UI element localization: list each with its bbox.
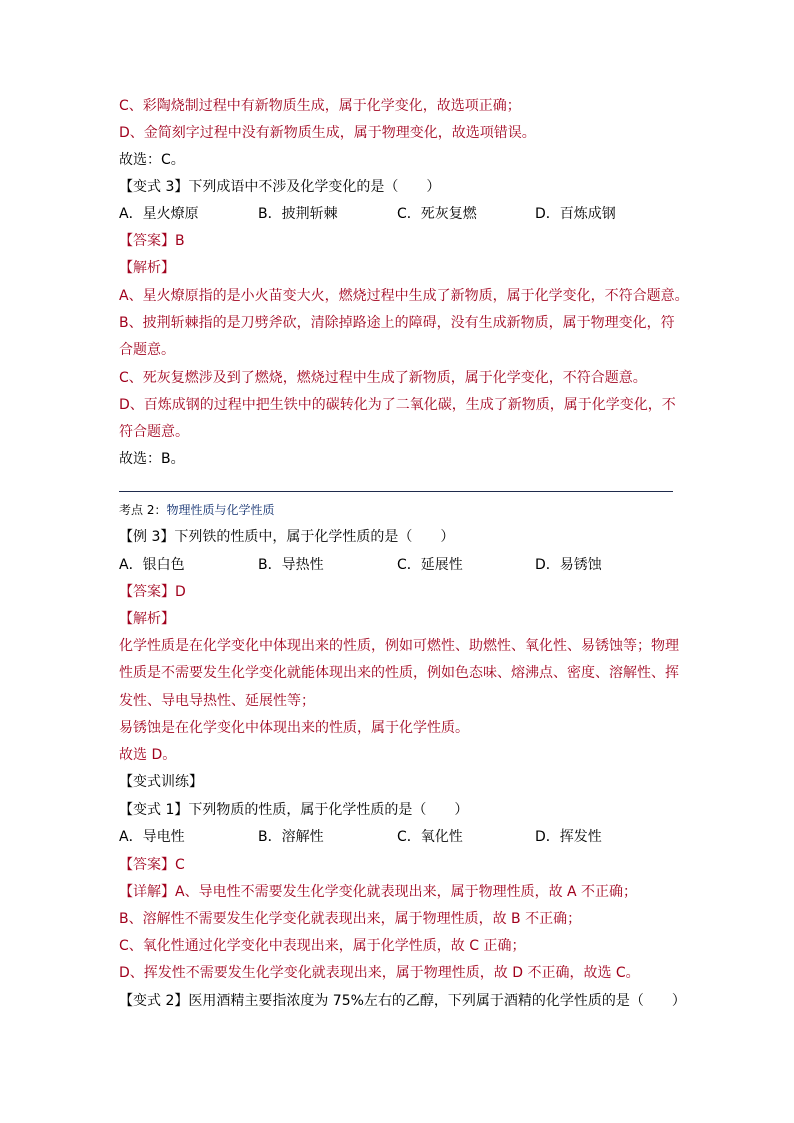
analysis-line: D、百炼成钢的过程中把生铁中的碳转化为了二氧化碳，生成了新物质，属于化学变化，不 bbox=[119, 397, 676, 413]
analysis-line: 易锈蚀是在化学变化中体现出来的性质，属于化学性质。 bbox=[119, 720, 469, 736]
answer-value: D bbox=[175, 584, 186, 600]
question-stem: 下列物质的性质，属于化学性质的是（ ） bbox=[188, 802, 469, 818]
kaodian-title: 物理性质与化学性质 bbox=[166, 503, 275, 517]
detail-line: C、氧化性通过化学变化中表现出来，属于化学性质，故 C 正确； bbox=[119, 938, 526, 954]
analysis-line: B、披荆斩棘指的是刀劈斧砍，清除掉路途上的障碍，没有生成新物质，属于物理变化，符 bbox=[119, 315, 675, 331]
option-a: A．导电性 bbox=[119, 829, 185, 845]
analysis-line: 合题意。 bbox=[119, 342, 175, 358]
option-d: D．百炼成钢 bbox=[535, 206, 616, 222]
analysis-line: 发性、导电导热性、延展性等； bbox=[119, 693, 315, 709]
analysis-line: 性质是不需要发生化学变化就能体现出来的性质，例如色态味、熔沸点、密度、溶解性、挥 bbox=[119, 665, 679, 681]
question-bracket: 【例 3】 bbox=[119, 529, 175, 545]
choose-line: 故选：C。 bbox=[119, 152, 185, 168]
analysis-line: 化学性质是在化学变化中体现出来的性质，例如可燃性、助燃性、氧化性、易锈蚀等；物理 bbox=[119, 638, 679, 654]
analysis-line: 符合题意。 bbox=[119, 424, 189, 440]
analysis-line: A、星火燎原指的是小火苗变大火，燃烧过程中生成了新物质，属于化学变化，不符合题意。 bbox=[119, 288, 689, 304]
analysis-line: C、死灰复燃涉及到了燃烧，燃烧过程中生成了新物质，属于化学变化，不符合题意。 bbox=[119, 370, 647, 386]
answer-value: C bbox=[175, 857, 185, 873]
detail-label: 【详解】 bbox=[119, 884, 175, 900]
detail-line: D、挥发性不需要发生化学变化就表现出来，属于物理性质，故 D 不正确，故选 C。 bbox=[119, 965, 640, 981]
question-bianshi3 bbox=[119, 177, 440, 197]
question-bianshi1 bbox=[119, 800, 468, 820]
kaodian-label: 考点 2： bbox=[119, 503, 167, 517]
answer-line bbox=[119, 855, 185, 875]
answer-label: 【答案】 bbox=[119, 233, 175, 249]
option-d: D．挥发性 bbox=[535, 829, 602, 845]
choose-line: 故选：B。 bbox=[119, 451, 185, 467]
analysis-line-d: D、金简刻字过程中没有新物质生成，属于物理变化，故选项错误。 bbox=[119, 125, 536, 141]
question-stem: 医用酒精主要指浓度为 75%左右的乙醇，下列属于酒精的化学性质的是（ ） bbox=[188, 993, 686, 1009]
option-c: C．氧化性 bbox=[397, 829, 463, 845]
option-a: A．银白色 bbox=[119, 557, 185, 573]
analysis-label: 【解析】 bbox=[119, 611, 175, 627]
training-heading: 【变式训练】 bbox=[119, 774, 203, 790]
question-bianshi2 bbox=[119, 991, 686, 1011]
option-b: B．披荆斩棘 bbox=[258, 206, 338, 222]
kaodian-heading bbox=[119, 500, 274, 520]
option-c: C．死灰复燃 bbox=[397, 206, 477, 222]
answer-value: B bbox=[175, 233, 185, 249]
answer-label: 【答案】 bbox=[119, 857, 175, 873]
analysis-label: 【解析】 bbox=[119, 260, 175, 276]
analysis-line-c: C、彩陶烧制过程中有新物质生成，属于化学变化，故选项正确； bbox=[119, 98, 521, 114]
detail-line bbox=[119, 882, 637, 902]
option-c: C．延展性 bbox=[397, 557, 463, 573]
detail-text: A、导电性不需要发生化学变化就表现出来，属于物理性质，故 A 不正确； bbox=[175, 884, 638, 900]
option-b: B．导热性 bbox=[258, 557, 324, 573]
detail-line: B、溶解性不需要发生化学变化就表现出来，属于物理性质，故 B 不正确； bbox=[119, 911, 582, 927]
question-li3 bbox=[119, 527, 454, 547]
option-a: A．星火燎原 bbox=[119, 206, 199, 222]
option-d: D．易锈蚀 bbox=[535, 557, 602, 573]
section-divider bbox=[119, 491, 673, 492]
question-bracket: 【变式 3】 bbox=[119, 179, 189, 195]
question-stem: 下列成语中不涉及化学变化的是（ ） bbox=[188, 179, 441, 195]
answer-line bbox=[119, 582, 186, 602]
answer-label: 【答案】 bbox=[119, 584, 175, 600]
question-stem: 下列铁的性质中，属于化学性质的是（ ） bbox=[174, 529, 455, 545]
answer-line bbox=[119, 231, 185, 251]
option-b: B．溶解性 bbox=[258, 829, 324, 845]
choose-line: 故选 D。 bbox=[119, 747, 177, 763]
question-bracket: 【变式 1】 bbox=[119, 802, 189, 818]
question-bracket: 【变式 2】 bbox=[119, 993, 189, 1009]
